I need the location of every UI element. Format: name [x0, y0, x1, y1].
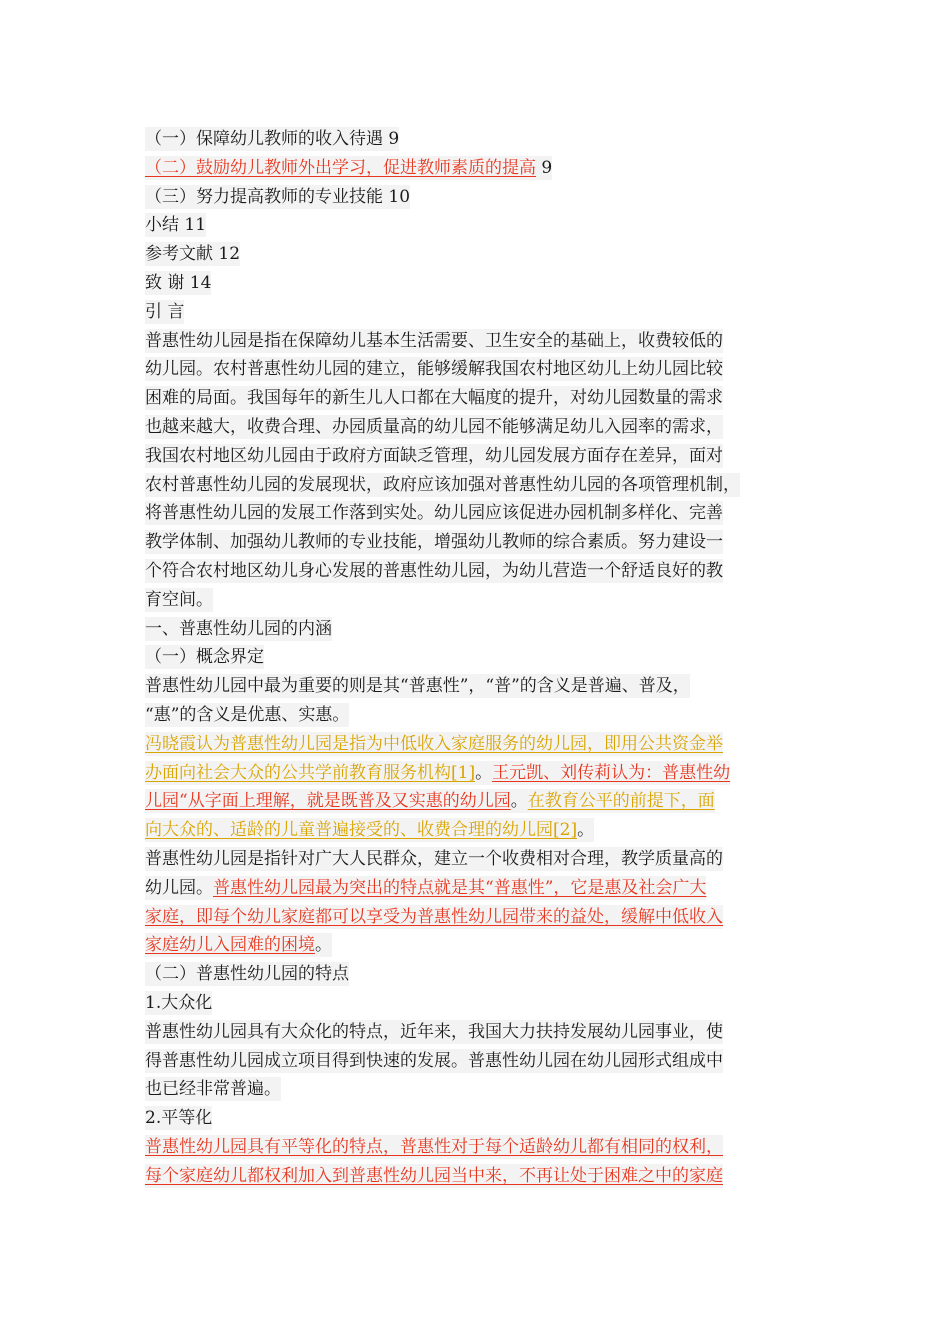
- text-segment: 也越来越大，收费合理、办园质量高的幼儿园不能够满足幼儿入园率的需求，: [145, 416, 723, 437]
- highlighted-text-segment: 家庭幼儿入园难的困境: [145, 935, 315, 956]
- text-segment: 普惠性幼儿园中最为重要的则是其“普惠性”，“普”的含义是普遍、普及，: [145, 676, 690, 697]
- text-line: [145, 471, 815, 500]
- text-line: [145, 615, 815, 644]
- text-line: [145, 557, 815, 586]
- text-segment: “惠”的含义是优惠、实惠。: [145, 704, 350, 725]
- text-segment: 2.平等化: [145, 1108, 213, 1129]
- text-line: [145, 1018, 815, 1047]
- text-line: [145, 499, 815, 528]
- text-line: [145, 586, 815, 615]
- text-segment: 也已经非常普遍。: [145, 1079, 281, 1100]
- text-line: [145, 960, 815, 989]
- text-line: [145, 1133, 815, 1162]
- text-line: [145, 989, 815, 1018]
- text-line: [145, 154, 815, 183]
- text-line: [145, 787, 815, 816]
- highlighted-text-segment: （二）鼓励幼儿教师外出学习，促进教师素质的提高: [145, 157, 536, 178]
- text-segment: （三）努力提高教师的专业技能 10: [145, 186, 411, 207]
- highlighted-text-segment: 冯晓霞认为普惠性幼儿园是指为中低收入家庭服务的幼儿园，即用公共资金举: [145, 733, 723, 754]
- text-segment: 9: [536, 157, 553, 178]
- text-line: [145, 269, 815, 298]
- text-segment: 。: [577, 820, 595, 841]
- text-line: [145, 931, 815, 960]
- text-segment: （一）概念界定: [145, 647, 264, 668]
- text-segment: 育空间。: [145, 589, 213, 610]
- text-line: [145, 355, 815, 384]
- highlighted-text-segment: 普惠性幼儿园具有平等化的特点，普惠性对于每个适龄幼儿都有相同的权利，: [145, 1136, 723, 1157]
- text-line: [145, 701, 815, 730]
- text-segment: 幼儿园。: [145, 877, 213, 898]
- text-segment: （二）普惠性幼儿园的特点: [145, 964, 349, 985]
- text-line: [145, 874, 815, 903]
- text-line: [145, 125, 815, 154]
- text-line: [145, 1047, 815, 1076]
- text-line: [145, 643, 815, 672]
- text-segment: 。: [510, 791, 528, 812]
- text-line: [145, 384, 815, 413]
- text-segment: 普惠性幼儿园具有大众化的特点，近年来，我国大力扶持发展幼儿园事业，使: [145, 1021, 723, 1042]
- text-line: [145, 298, 815, 327]
- highlighted-text-segment: 办面向社会大众的公共学前教育服务机构[1]: [145, 762, 476, 783]
- text-line: [145, 442, 815, 471]
- text-segment: 农村普惠性幼儿园的发展现状，政府应该加强对普惠性幼儿园的各项管理机制，: [145, 474, 740, 495]
- text-segment: 一、普惠性幼儿园的内涵: [145, 618, 332, 639]
- text-segment: 得普惠性幼儿园成立项目得到快速的发展。普惠性幼儿园在幼儿园形式组成中: [145, 1050, 723, 1071]
- text-line: [145, 759, 815, 788]
- text-line: [145, 211, 815, 240]
- highlighted-text-segment: 每个家庭幼儿都权利加入到普惠性幼儿园当中来，不再让处于困难之中的家庭: [145, 1165, 723, 1186]
- text-line: [145, 327, 815, 356]
- text-segment: 1.大众化: [145, 992, 213, 1013]
- text-line: [145, 845, 815, 874]
- text-line: [145, 240, 815, 269]
- highlighted-text-segment: 在教育公平的前提下，面: [527, 791, 715, 812]
- text-segment: 教学体制、加强幼儿教师的专业技能，增强幼儿教师的综合素质。努力建设一: [145, 532, 723, 553]
- text-line: [145, 183, 815, 212]
- highlighted-text-segment: 向大众的、适龄的儿童普遍接受的、收费合理的幼儿园[2]: [145, 820, 578, 841]
- highlighted-text-segment: 家庭，即每个幼儿家庭都可以享受为普惠性幼儿园带来的益处，缓解中低收入: [145, 906, 723, 927]
- text-segment: 。: [475, 762, 493, 783]
- text-segment: 引 言: [145, 301, 185, 322]
- text-line: [145, 903, 815, 932]
- text-segment: （一）保障幼儿教师的收入待遇 9: [145, 129, 400, 149]
- highlighted-text-segment: 普惠性幼儿园最为突出的特点就是其“普惠性”，它是惠及社会广大: [213, 877, 707, 898]
- text-line: [145, 1104, 815, 1133]
- text-segment: 小结 11: [145, 215, 207, 236]
- text-segment: 参考文献 12: [145, 244, 241, 265]
- text-segment: 普惠性幼儿园是指针对广大人民群众，建立一个收费相对合理，教学质量高的: [145, 848, 723, 869]
- text-segment: 个符合农村地区幼儿身心发展的普惠性幼儿园，为幼儿营造一个舒适良好的教: [145, 560, 723, 581]
- highlighted-text-segment: 王元凯、刘传莉认为：普惠性幼: [492, 762, 731, 783]
- highlighted-text-segment: 儿园“从字面上理解，就是既普及又实惠的幼儿园: [145, 791, 511, 812]
- text-segment: 致 谢 14: [145, 272, 212, 293]
- text-line: [145, 528, 815, 557]
- text-line: [145, 1075, 815, 1104]
- text-segment: 我国农村地区幼儿园由于政府方面缺乏管理，幼儿园发展方面存在差异，面对: [145, 445, 723, 466]
- text-line: [145, 1162, 815, 1191]
- document-page: [145, 125, 815, 1190]
- text-line: [145, 730, 815, 759]
- text-segment: 。: [315, 935, 332, 956]
- text-segment: 困难的局面。我国每年的新生儿人口都在大幅度的提升，对幼儿园数量的需求: [145, 388, 723, 409]
- text-line: [145, 413, 815, 442]
- text-segment: 幼儿园。农村普惠性幼儿园的建立，能够缓解我国农村地区幼儿上幼儿园比较: [145, 359, 723, 380]
- text-line: [145, 816, 815, 845]
- text-line: [145, 672, 815, 701]
- text-segment: 将普惠性幼儿园的发展工作落到实处。幼儿园应该促进办园机制多样化、完善: [145, 503, 723, 524]
- text-segment: 普惠性幼儿园是指在保障幼儿基本生活需要、卫生安全的基础上，收费较低的: [145, 330, 723, 351]
